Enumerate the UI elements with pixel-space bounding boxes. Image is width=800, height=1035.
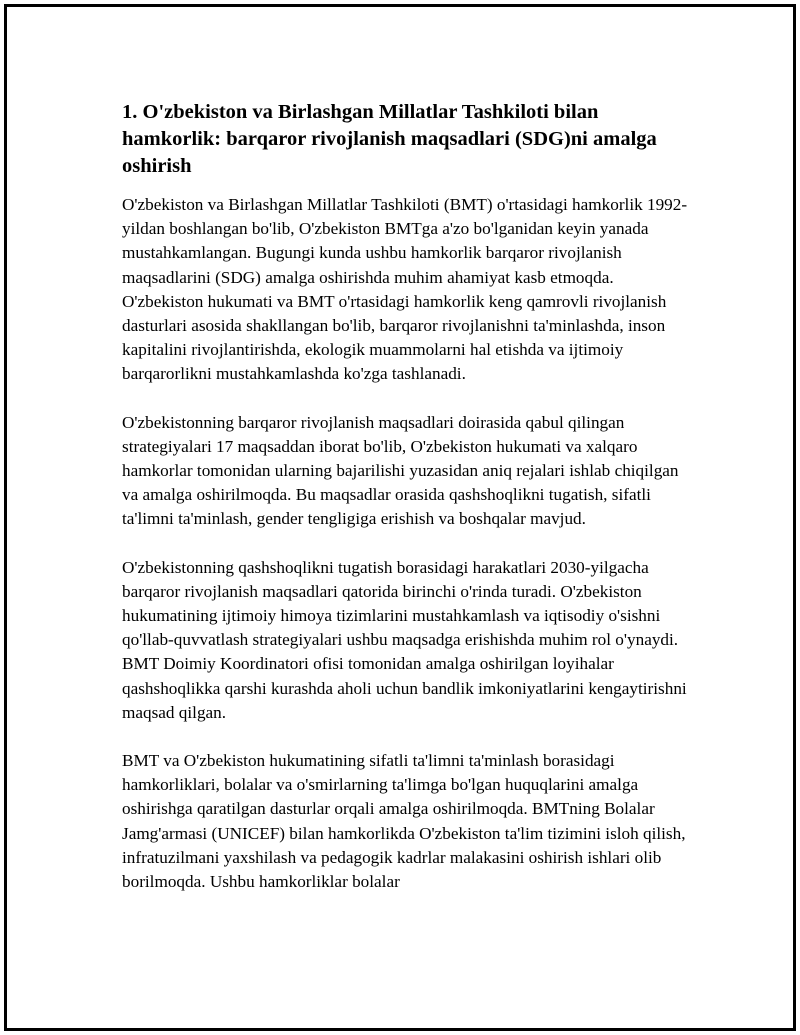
section-heading: 1. O'zbekiston va Birlashgan Millatlar Tashkiloti bilan hamkorlik: barqaror rivojlanish maqsadlari (SDG)ni amalga oshirish	[122, 101, 657, 177]
document-body	[122, 99, 697, 918]
paragraph-3: O'zbekistonning qashshoqlikni tugatish borasidagi harakatlari 2030-yilgacha barqaror rivojlanish maqsadlari qatorida birinchi o'rinda turadi. O'zbekiston hukumatining ijtimoiy himoya tizimlarini mustahkamlash va iqtisodiy o'sishni qo'llab-quvvatlash strategiyalari ushbu maqsadga erishishda muhim rol o'ynaydi. BMT Doimiy Koordinatori ofisi tomonidan amalga oshirilgan loyihalar qashshoqlikka qarshi kurashda aholi uchun bandlik imkoniyatlarini kengaytirishni maqsad qilgan.	[122, 557, 687, 722]
paragraph-4: BMT va O'zbekiston hukumatining sifatli ta'limni ta'minlash borasidagi hamkorliklari, bolalar va o'smirlarning ta'limga bo'lgan huquqlarini amalga oshirishga qaratilgan dasturlar orqali amalga oshirilmoqda. BMTning Bolalar Jamg'armasi (UNICEF) bilan hamkorlikda O'zbekiston ta'lim tizimini isloh qilish, infratuzilmani yaxshilash va pedagogik kadrlar malakasini oshirish ishlari olib borilmoqda. Ushbu hamkorliklar bolalar	[122, 751, 686, 892]
paragraph-1: O'zbekiston va Birlashgan Millatlar Tashkiloti (BMT) o'rtasidagi hamkorlik 1992-yildan boshlangan bo'lib, O'zbekiston BMTga a'zo bo'lganidan keyin yanada mustahkamlangan. Bugungi kunda ushbu hamkorlik barqaror rivojlanish maqsadlarini (SDG) amalga oshirishda muhim ahamiyat kasb etmoqda. O'zbekiston hukumati va BMT o'rtasidagi hamkorlik keng qamrovli rivojlanish dasturlari asosida shakllangan bo'lib, barqaror rivojlanishni ta'minlashda, inson kapitalini rivojlantirishda, ekologik muammolarni hal etishda va ijtimoiy barqarorlikni mustahkamlashda ko'zga tashlanadi.	[122, 195, 688, 384]
page-frame	[4, 4, 796, 1031]
paragraph-2: O'zbekistonning barqaror rivojlanish maqsadlari doirasida qabul qilingan strategiyalari 17 maqsaddan iborat bo'lib, O'zbekiston hukumati va xalqaro hamkorlar tomonidan ularning bajarilishi yuzasidan aniq rejalari ishlab chiqilgan va amalga oshirilmoqda. Bu maqsadlar orasida qashshoqlikni tugatish, sifatli ta'limni ta'minlash, gender tengligiga erishish va boshqalar mavjud.	[122, 412, 679, 529]
